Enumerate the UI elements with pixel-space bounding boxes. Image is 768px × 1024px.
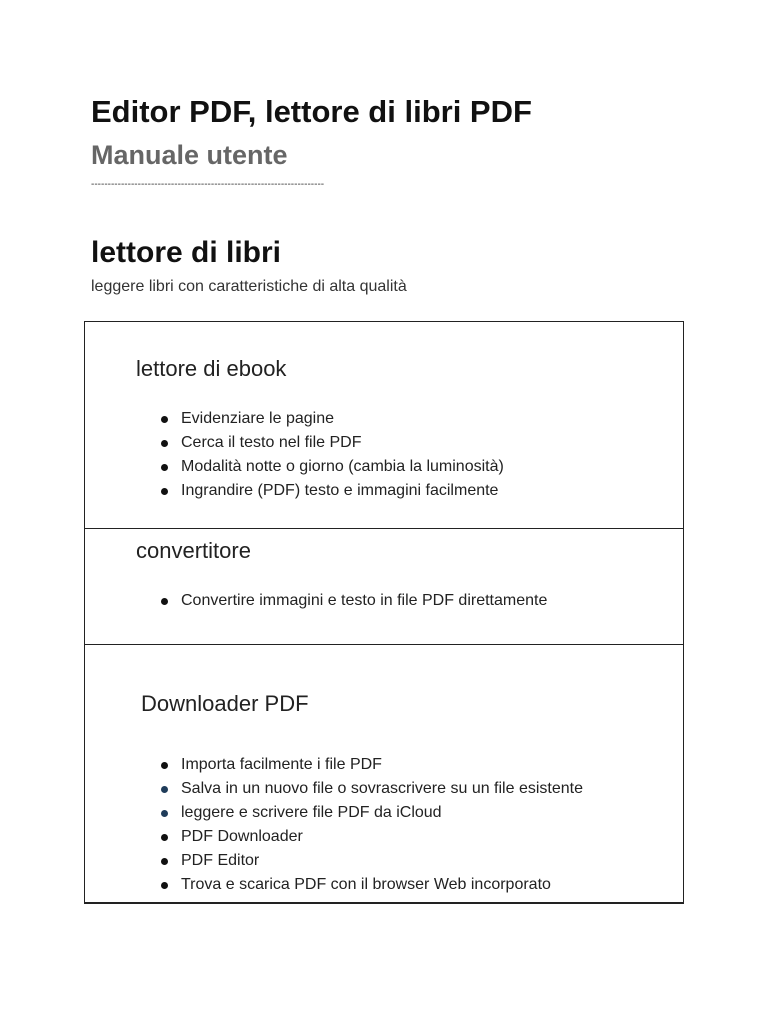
document-subtitle: Manuale utente	[91, 140, 288, 170]
section-subheading: leggere libri con caratteristiche di alta qualità	[91, 278, 407, 295]
document-title: Editor PDF, lettore di libri PDF	[91, 94, 532, 129]
feature-list	[161, 407, 504, 503]
feature-list	[161, 589, 547, 613]
list-item-text: Ingrandire (PDF) testo e immagini facilmente	[181, 482, 499, 499]
list-item	[161, 407, 504, 431]
list-item	[161, 873, 583, 897]
list-item-text: PDF Editor	[181, 852, 260, 869]
list-item	[161, 801, 583, 825]
list-item	[161, 431, 504, 455]
bullet-icon	[161, 834, 168, 841]
list-item-text: PDF Downloader	[181, 828, 303, 845]
dashed-divider: ----------------------------------------------------------------------	[91, 179, 325, 190]
list-item-text: Trova e scarica PDF con il browser Web incorporato	[181, 876, 551, 893]
section-heading: lettore di libri	[91, 236, 282, 269]
list-item-text: Convertire immagini e testo in file PDF direttamente	[181, 592, 548, 609]
list-item-text: leggere e scrivere file PDF da iCloud	[181, 804, 442, 821]
feature-cell-downloader	[85, 645, 683, 903]
feature-cell-converter	[85, 529, 683, 645]
list-item-text: Cerca il testo nel file PDF	[181, 434, 362, 451]
bullet-icon	[161, 882, 168, 889]
bullet-icon	[161, 810, 168, 817]
list-item-text: Evidenziare le pagine	[181, 410, 334, 427]
list-item	[161, 479, 504, 503]
feature-title: convertitore	[136, 538, 251, 563]
bullet-icon	[161, 440, 168, 447]
list-item-text: Salva in un nuovo file o sovrascrivere su un file esistente	[181, 780, 583, 797]
bullet-icon	[161, 464, 168, 471]
bullet-icon	[161, 598, 168, 605]
feature-title: lettore di ebook	[136, 356, 287, 381]
bullet-icon	[161, 762, 168, 769]
feature-title: Downloader PDF	[141, 691, 309, 716]
feature-list	[161, 753, 583, 897]
list-item	[161, 825, 583, 849]
list-item	[161, 589, 547, 613]
list-item	[161, 777, 583, 801]
list-item-text: Modalità notte o giorno (cambia la luminosità)	[181, 458, 504, 475]
bullet-icon	[161, 858, 168, 865]
bullet-icon	[161, 786, 168, 793]
feature-table	[84, 321, 684, 904]
list-item	[161, 753, 583, 777]
list-item-text: Importa facilmente i file PDF	[181, 756, 382, 773]
feature-cell-ebook-reader	[85, 322, 683, 529]
list-item	[161, 455, 504, 479]
bullet-icon	[161, 488, 168, 495]
list-item	[161, 849, 583, 873]
bullet-icon	[161, 416, 168, 423]
